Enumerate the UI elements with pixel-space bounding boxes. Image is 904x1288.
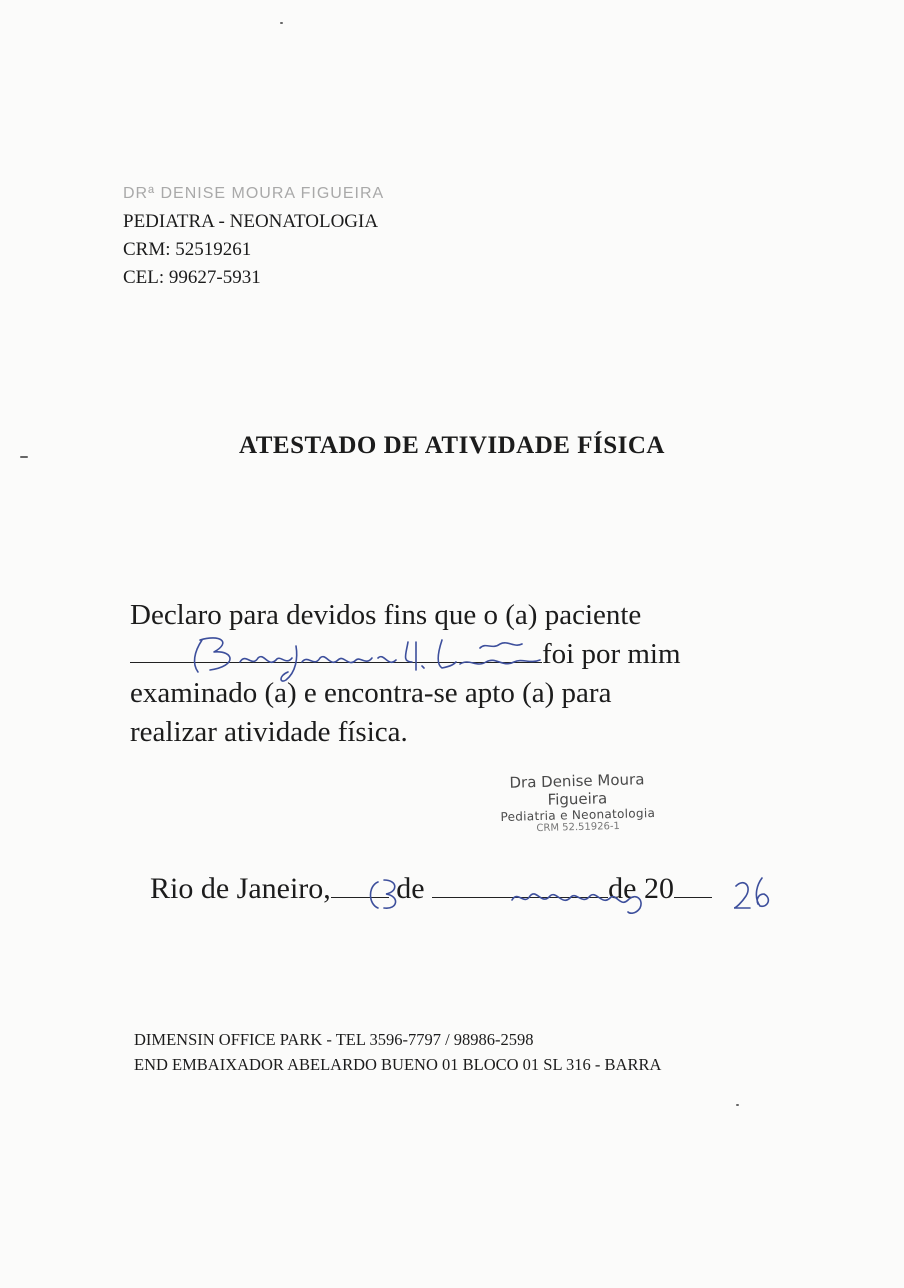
- handwritten-patient-name: [180, 628, 545, 698]
- stamp-name: Dra Denise Moura Figueira: [509, 770, 645, 809]
- footer-address: [134, 1027, 661, 1077]
- document-title: ATESTADO DE ATIVIDADE FÍSICA: [239, 432, 665, 459]
- handwritten-day: [364, 874, 404, 914]
- doctor-stamp: [489, 770, 666, 836]
- doctor-header: [123, 180, 384, 292]
- footer-line-1: DIMENSIN OFFICE PARK - TEL 3596-7797 / 98986-2598: [134, 1030, 534, 1049]
- declaration-line-1: Declaro para devidos fins que o (a) paciente: [130, 599, 642, 631]
- handwritten-year: [730, 874, 780, 914]
- scan-speck: [20, 456, 28, 458]
- stamp-specialty: Pediatria e Neonatologia: [500, 805, 656, 825]
- declaration-line-4: realizar atividade física.: [130, 716, 408, 748]
- doctor-crm: CRM: 52519261: [123, 239, 252, 260]
- stamp-crm: CRM 52.51926-1: [536, 820, 621, 835]
- declaration-line-2-suffix: foi por mim: [542, 638, 681, 670]
- date-de-1: de: [396, 872, 425, 905]
- scan-speck: [280, 22, 283, 24]
- handwritten-month: [506, 878, 656, 918]
- declaration-line-3: examinado (a) e encontra-se apto (a) para: [130, 677, 612, 709]
- date-city: Rio de Janeiro,: [150, 872, 331, 905]
- year-blank: [674, 891, 712, 898]
- doctor-phone: CEL: 99627-5931: [123, 267, 261, 288]
- doctor-specialty: PEDIATRA - NEONATOLOGIA: [123, 211, 379, 232]
- footer-line-2: END EMBAIXADOR ABELARDO BUENO 01 BLOCO 01 SL 316 - BARRA: [134, 1055, 662, 1074]
- doctor-name: DRª DENISE MOURA FIGUEIRA: [123, 185, 385, 202]
- scan-speck: [736, 1104, 739, 1106]
- date-de-2: de 20: [608, 872, 674, 905]
